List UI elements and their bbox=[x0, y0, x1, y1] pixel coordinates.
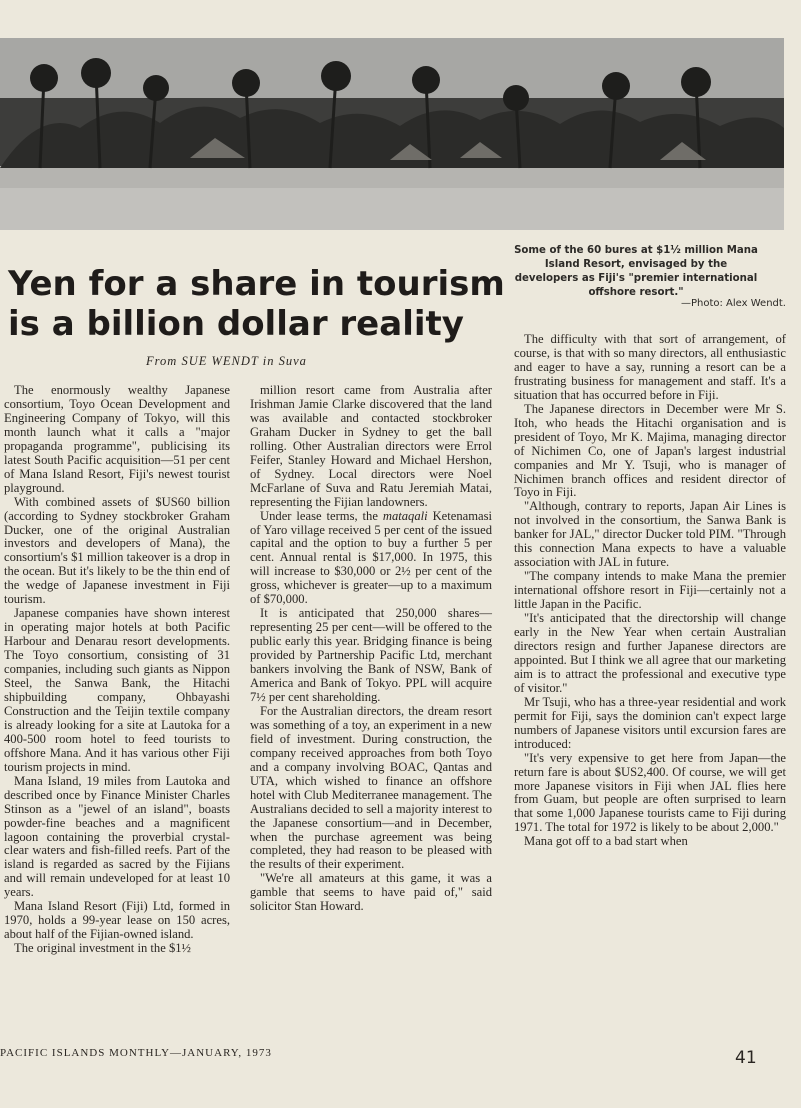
paragraph: "Although, contrary to reports, Japan Air Lines is not involved in the consortium, the Sanwa Bank is banker for JAL," director Ducker told PIM. "Through this connection Mana expects to have a valuable association with JAL in future. bbox=[514, 499, 786, 570]
paragraph: "It's anticipated that the directorship will change early in the New Year when certain Australian directors resign and further Japanese directors are appointed. But I think we all agree that our marketing aim is to attract the professional and executive type of visitor." bbox=[514, 611, 786, 695]
resort-photo bbox=[0, 38, 784, 230]
paragraph: Mana Island Resort (Fiji) Ltd, formed in 1970, holds a 99-year lease on 150 acres, about half of the Fijian-owned island. bbox=[4, 899, 230, 942]
paragraph: "The company intends to make Mana the premier international offshore resort in Fiji—certainly not a little Japan in the Pacific. bbox=[514, 569, 786, 612]
article-column-1 bbox=[4, 384, 230, 956]
paragraph: The original investment in the $1½ bbox=[14, 941, 191, 956]
running-footer: PACIFIC ISLANDS MONTHLY—JANUARY, 1973 bbox=[0, 1047, 272, 1059]
paragraph: The Japanese directors in December were Mr S. Itoh, who heads the Hitachi organisation and is president of Toyo, Mr K. Majima, managing director of Nichimen Co, one of Japan's largest industrial companies and Mr Y. Tsuji, who is manager of Nichimen branch offices and resident director of Toyo in Fiji. bbox=[514, 401, 786, 500]
paragraph: Mr Tsuji, who has a three-year residential and work permit for Fiji, says the dominion can't expect large numbers of Japanese visitors until excursion fares are introduced: bbox=[514, 694, 786, 751]
article-column-2 bbox=[250, 384, 492, 914]
paragraph: "We're all amateurs at this game, it was a gamble that seems to have paid of," said solicitor Stan Howard. bbox=[250, 871, 492, 914]
byline: From SUE WENDT in Suva bbox=[146, 354, 307, 368]
paragraph bbox=[250, 510, 492, 608]
article-column-3 bbox=[514, 333, 786, 849]
text-run: Ketenamasi of Yaro village received 5 per cent of the issued capital and the option to buy a further 5 per cent. Annual rental is $17,000. In 1975, this will increase to $30,000 or 2½ per cent of the gross, whichever is greater—up to a maximum of $70,000. bbox=[250, 508, 493, 607]
paragraph: For the Australian directors, the dream resort was something of a toy, an experiment in a new field of investment. During construction, the company received approaches from both Toyo and a company involving BOAC, Qantas and UTA, which wished to finance an offshore hotel with Club Mediterranee management. The Australians decided to sell a majority interest to the Japanese consortium—and in December, when the purchase agreement was being completed, they had reason to be pleased with the results of their experiment. bbox=[250, 703, 492, 872]
paragraph: Mana got off to a bad start when bbox=[524, 834, 688, 849]
photo-caption: Some of the 60 bures at $1½ million Mana Island Resort, envisaged by the developers as Fiji's "premier international offshore resort." bbox=[514, 245, 758, 298]
paragraph: million resort came from Australia after Irishman Jamie Clarke discovered that the land was available and contacted stockbroker Graham Ducker in Sydney to get the ball rolling. Other Australian directors were Errol Feifer, Stanley Howard and Michael Hershon, of Sydney. Local directors were Noel McFarlane of Suva and Ratu Jeremiah Matai, representing the Fijian landowners. bbox=[250, 383, 492, 509]
paragraph: With combined assets of $US60 billion (according to Sydney stockbroker Graham Ducker, one of the original Australian investors and developers of Mana), the consortium's $1 million takeover is a drop in the ocean. But it's likely to be the thin end of the wedge of Japanese investment in Fiji tourism. bbox=[4, 494, 230, 607]
paragraph: Mana Island, 19 miles from Lautoka and described once by Finance Minister Charles Stinson as a "jewel of an island", boasts powder-fine beaches and a magnificent lagoon containing the proverbial crystal-clear waters and fish-filled reefs. Part of the island is regarded as sacred by the Fijians and will remain undeveloped for at least 10 years. bbox=[4, 773, 230, 900]
paragraph: "It's very expensive to get here from Japan—the return fare is about $US2,400. Of course, we will get more Japanese visitors in Fiji when JAL flies here from Guam, but people are often surprised to learn that some 1,000 Japanese tourists came to Fiji during 1971. The total for 1972 is likely to be about 2,000." bbox=[514, 750, 786, 835]
italic-term: mataqali bbox=[382, 508, 428, 523]
article-headline bbox=[8, 264, 508, 344]
headline-line-2: is a billion dollar reality bbox=[8, 304, 464, 344]
paragraph: The enormously wealthy Japanese consortium, Toyo Ocean Development and Engineering Company of Tokyo, will this month launch what it calls a "major propaganda programme", publicising its latest South Pacific acquisition—51 per cent of Mana Island Resort, Fiji's newest tourist playground. bbox=[4, 383, 230, 495]
paragraph: It is anticipated that 250,000 shares—representing 25 per cent—will be offered to the public early this year. Bridging finance is being provided by Partnership Pacific Ltd, merchant bankers involving the Bank of NSW, Bank of America and Bank of Tokyo. PPL will acquire 7½ per cent shareholding. bbox=[250, 606, 492, 704]
headline-line-1: Yen for a share in tourism bbox=[8, 264, 505, 304]
paragraph: The difficulty with that sort of arrangement, of course, is that with so many directors, all enthusiastic and eager to have a say, running a resort can be a frustrating business for management and staff. It's a situation that has occurred before in Fiji. bbox=[514, 332, 786, 402]
paragraph: Japanese companies have shown interest in operating major hotels at both Pacific Harbour and Denarau resort developments. The Toyo consortium, consisting of 31 companies, including such giants as Nippon Steel, the Sanwa Bank, the Hitachi shipbuilding company, Ohbayashi Construction and the Teijin textile company is already looking for a site at Lautoka for a 400-500 room hotel to feed tourists to offshore Mana. And it has various other Fiji tourism projects in mind. bbox=[4, 606, 230, 774]
photo-credit: —Photo: Alex Wendt. bbox=[680, 298, 786, 309]
text-run: Under lease terms, the bbox=[260, 508, 383, 523]
page-number: 41 bbox=[735, 1048, 757, 1068]
